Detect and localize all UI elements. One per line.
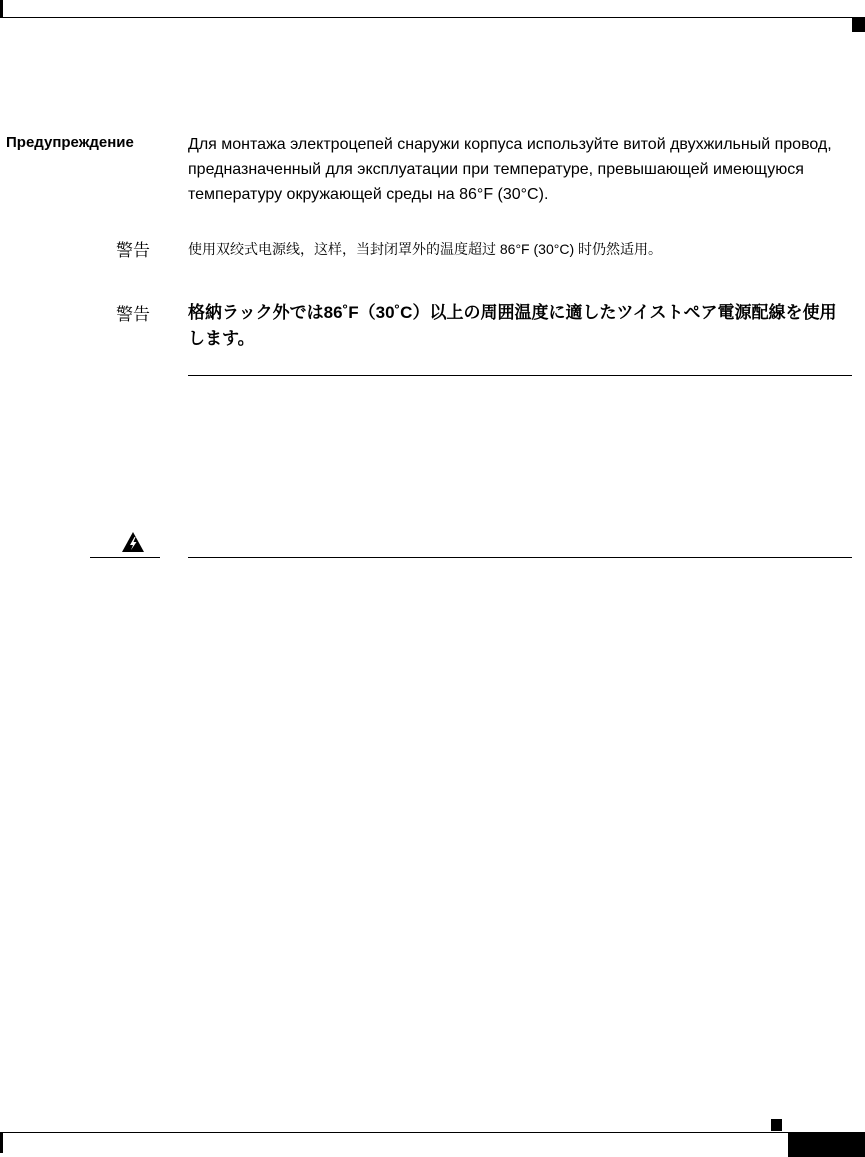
- page-number-tab: [788, 1133, 865, 1157]
- header-rule: [0, 17, 865, 18]
- warning-text-japanese: 格納ラック外では86˚F（30˚C）以上の周囲温度に適したツイストペア電源配線を使用します。: [188, 303, 837, 348]
- footer-mark: [771, 1119, 782, 1131]
- section-divider: [188, 375, 852, 376]
- warning-text-chinese: 使用双绞式电源线，这样，当封闭罩外的温度超过 86°F (30°C) 时仍然适用。: [188, 241, 662, 257]
- warning-divider: [188, 557, 852, 558]
- crop-mark-bottom-left: [0, 1133, 3, 1153]
- header-corner-block: [852, 18, 865, 32]
- warning-text-russian: Для монтажа электроцепей снаружи корпуса используйте витой двухжильный провод, предназначенный для эксплуатации при температуре, превышающей имеющуюся температуру окружающей среды на 86°F (30°C).: [188, 136, 832, 203]
- footer-rule: [0, 1132, 865, 1133]
- warning-icon-underline: [90, 557, 160, 558]
- crop-mark-top-left: [0, 0, 3, 18]
- warning-label-russian: Предупреждение: [6, 134, 134, 151]
- warning-triangle-icon: [121, 531, 145, 553]
- warning-label-japanese: 警告: [116, 305, 150, 324]
- warning-label-chinese: 警告: [116, 241, 150, 260]
